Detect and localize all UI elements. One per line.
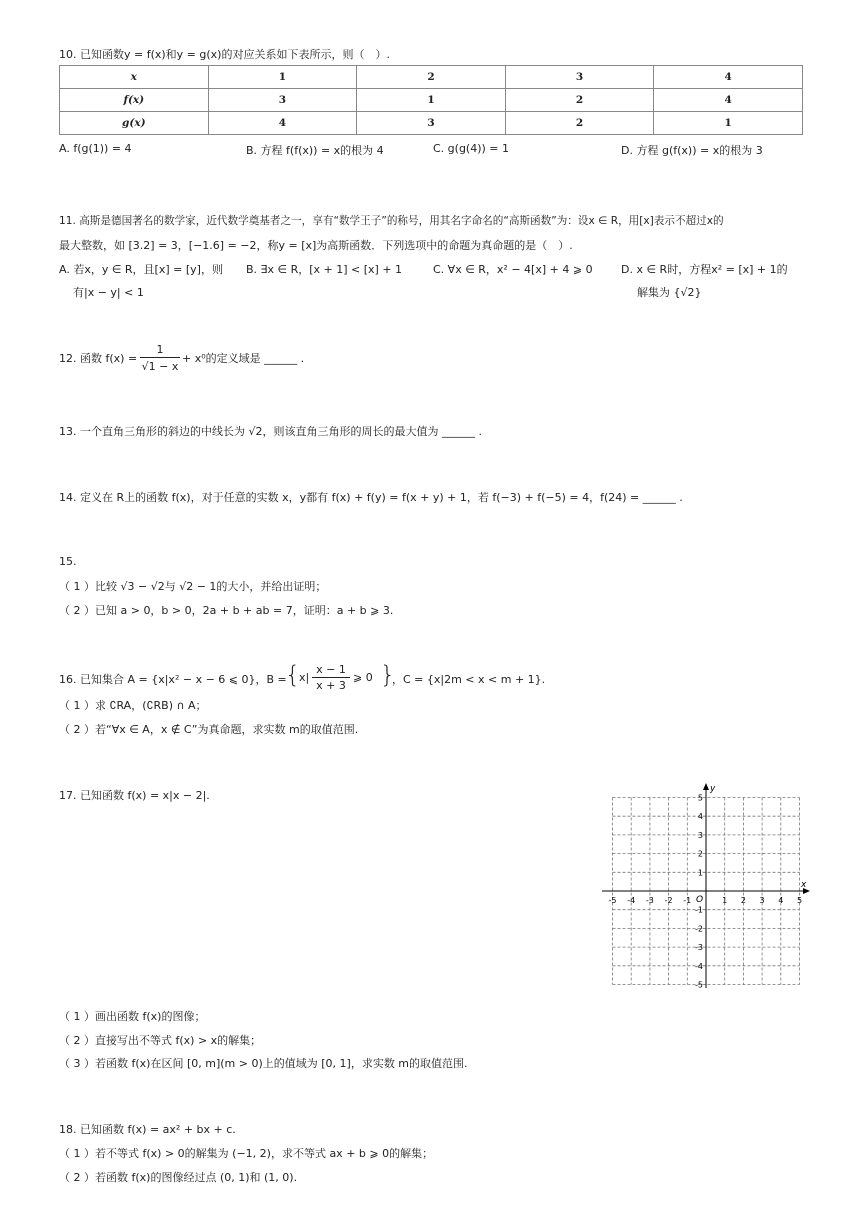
x-tick-label: -5 xyxy=(608,896,617,905)
row-header: g(x) xyxy=(60,112,209,135)
q18-part2: （ 2 ）若函数 f(x)的图像经过点 (0, 1)和 (1, 0). xyxy=(59,1171,298,1184)
q10-option-d: D. 方程 g(f(x)) = x的根为 3 xyxy=(621,144,763,157)
table-cell: 3 xyxy=(357,112,506,135)
table-cell: 2 xyxy=(505,112,654,135)
q11-option-c: C. ∀x ∈ R，x² − 4[x] + 4 ⩾ 0 xyxy=(433,263,593,276)
q11-stem-line2: 最大整数，如 [3.2] = 3，[−1.6] = −2，称y = [x]为高斯函数．下列选项中的命题为真命题的是（ ）. xyxy=(59,239,573,252)
q10-option-c: C. g(g(4)) = 1 xyxy=(433,142,510,155)
q16-fraction-denominator: x + 3 xyxy=(316,679,346,692)
q11-option-a-cont: 有|x − y| < 1 xyxy=(73,286,144,299)
q16-stem-a: 16. 已知集合 A = {x|x² − x − 6 ⩽ 0}，B = xyxy=(59,673,287,686)
y-tick-label: 1 xyxy=(697,868,703,878)
q16-set-b-prefix: x| xyxy=(299,671,310,684)
q16-fraction-numerator: x − 1 xyxy=(316,663,346,676)
table-cell: 1 xyxy=(357,89,506,112)
coordinate-grid xyxy=(598,780,816,992)
table-cell: 3 xyxy=(208,89,357,112)
q15-part2: （ 2 ）已知 a > 0，b > 0，2a + b + ab = 7，证明：a + b ⩾ 3. xyxy=(59,604,394,617)
q10-option-b: B. 方程 f(f(x)) = x的根为 4 xyxy=(246,144,384,157)
q16-fraction-bar xyxy=(312,677,350,678)
table-cell: 1 xyxy=(654,112,803,135)
y-tick-label: 4 xyxy=(697,812,703,822)
q16-brace-left: { xyxy=(285,661,301,689)
table-row xyxy=(60,89,803,112)
x-tick-label: 1 xyxy=(722,896,728,905)
q15-part1: （ 1 ）比较 √3 − √2与 √2 − 1的大小，并给出证明； xyxy=(59,580,327,593)
x-tick-label: 5 xyxy=(796,896,803,905)
row-header: x xyxy=(60,66,209,89)
row-header: f(x) xyxy=(60,89,209,112)
x-tick-label: -3 xyxy=(645,896,654,905)
q18-part1: （ 1 ）若不等式 f(x) > 0的解集为 (−1, 2)，求不等式 ax + b ⩾ 0的解集； xyxy=(59,1147,434,1160)
y-tick-label: 2 xyxy=(697,849,703,859)
table-cell: 2 xyxy=(357,66,506,89)
q16-part2: （ 2 ）若“∀x ∈ A，x ∉ C”为真命题，求实数 m的取值范围. xyxy=(59,723,359,736)
q17-part3: （ 3 ）若函数 f(x)在区间 [0, m](m > 0)上的值域为 [0, 1]，求实数 m的取值范围. xyxy=(59,1057,468,1070)
x-tick-label: -4 xyxy=(627,896,636,905)
y-tick-label: -4 xyxy=(695,961,703,971)
q11-option-a: A. 若x，y ∈ R，且[x] = [y]，则 xyxy=(59,263,223,276)
x-axis-label: x xyxy=(801,880,807,890)
q10-option-a: A. f(g(1)) = 4 xyxy=(59,142,132,155)
y-tick-label: -5 xyxy=(695,980,703,990)
table-cell: 3 xyxy=(505,66,654,89)
q17-part1: （ 1 ）画出函数 f(x)的图像； xyxy=(59,1010,206,1023)
q17-stem: 17. 已知函数 f(x) = x|x − 2|. xyxy=(59,789,210,802)
table-row xyxy=(60,112,803,135)
q10-stem: 10. 已知函数y = f(x)和y = g(x)的对应关系如下表所示，则（ ）. xyxy=(59,48,390,61)
q16-brace-right: } xyxy=(380,661,396,689)
table-cell: 4 xyxy=(208,112,357,135)
q11-stem-line1: 11. 高斯是德国著名的数学家，近代数学奠基者之一，享有“数学王子”的称号，用其名字命名的“高斯函数”为：设x ∈ R，用[x]表示不超过x的 xyxy=(59,215,724,227)
y-axis-arrow-icon xyxy=(703,783,709,790)
x-tick-label: 4 xyxy=(778,896,784,905)
y-tick-label: -3 xyxy=(695,943,703,953)
q13-text: 13. 一个直角三角形的斜边的中线长为 √2，则该直角三角形的周长的最大值为 ______ . xyxy=(59,425,482,438)
x-tick-labels xyxy=(609,896,803,905)
x-tick-label: -2 xyxy=(664,896,673,905)
x-tick-label: 2 xyxy=(740,896,746,905)
y-tick-label: -2 xyxy=(695,924,703,934)
y-tick-label: 3 xyxy=(697,830,703,840)
x-tick-label: -1 xyxy=(683,896,692,905)
q12-fraction-numerator: 1 xyxy=(156,343,164,356)
q18-stem: 18. 已知函数 f(x) = ax² + bx + c. xyxy=(59,1123,236,1136)
q16-set-b-suffix: ⩾ 0 xyxy=(353,671,373,684)
q12-prefix: 12. 函数 f(x) = xyxy=(59,352,138,365)
q16-stem-c: ，C = {x|2m < x < m + 1}. xyxy=(392,673,546,686)
table-cell: 2 xyxy=(505,89,654,112)
q15-number: 15. xyxy=(59,555,77,568)
y-tick-label: 5 xyxy=(697,793,703,803)
q11-option-b: B. ∃x ∈ R，[x + 1] < [x] + 1 xyxy=(246,263,403,276)
origin-label: O xyxy=(696,895,704,905)
y-axis-label: y xyxy=(710,784,716,794)
q12-fraction-bar xyxy=(140,357,180,358)
q12-fraction-denominator: √1 − x xyxy=(141,360,179,373)
q17-part2: （ 2 ）直接写出不等式 f(x) > x的解集； xyxy=(59,1034,262,1047)
table-cell: 1 xyxy=(208,66,357,89)
value-table xyxy=(59,65,803,135)
q11-option-d: D. x ∈ R时，方程x² = [x] + 1的 xyxy=(621,263,788,276)
table-cell: 4 xyxy=(654,66,803,89)
table-row xyxy=(60,66,803,89)
x-tick-label: 3 xyxy=(759,896,765,905)
q16-part1: （ 1 ）求 ∁RA，(∁RB) ∩ A； xyxy=(59,699,207,712)
q11-option-d-cont: 解集为 {√2} xyxy=(637,286,702,299)
q14-text: 14. 定义在 R上的函数 f(x)，对于任意的实数 x，y都有 f(x) + f(y) = f(x + y) + 1，若 f(−3) + f(−5) = 4，f(24) = ______ . xyxy=(59,491,683,504)
table-cell: 4 xyxy=(654,89,803,112)
y-tick-label: -1 xyxy=(695,905,703,915)
q12-suffix: + x⁰的定义域是 ______ . xyxy=(182,352,305,365)
